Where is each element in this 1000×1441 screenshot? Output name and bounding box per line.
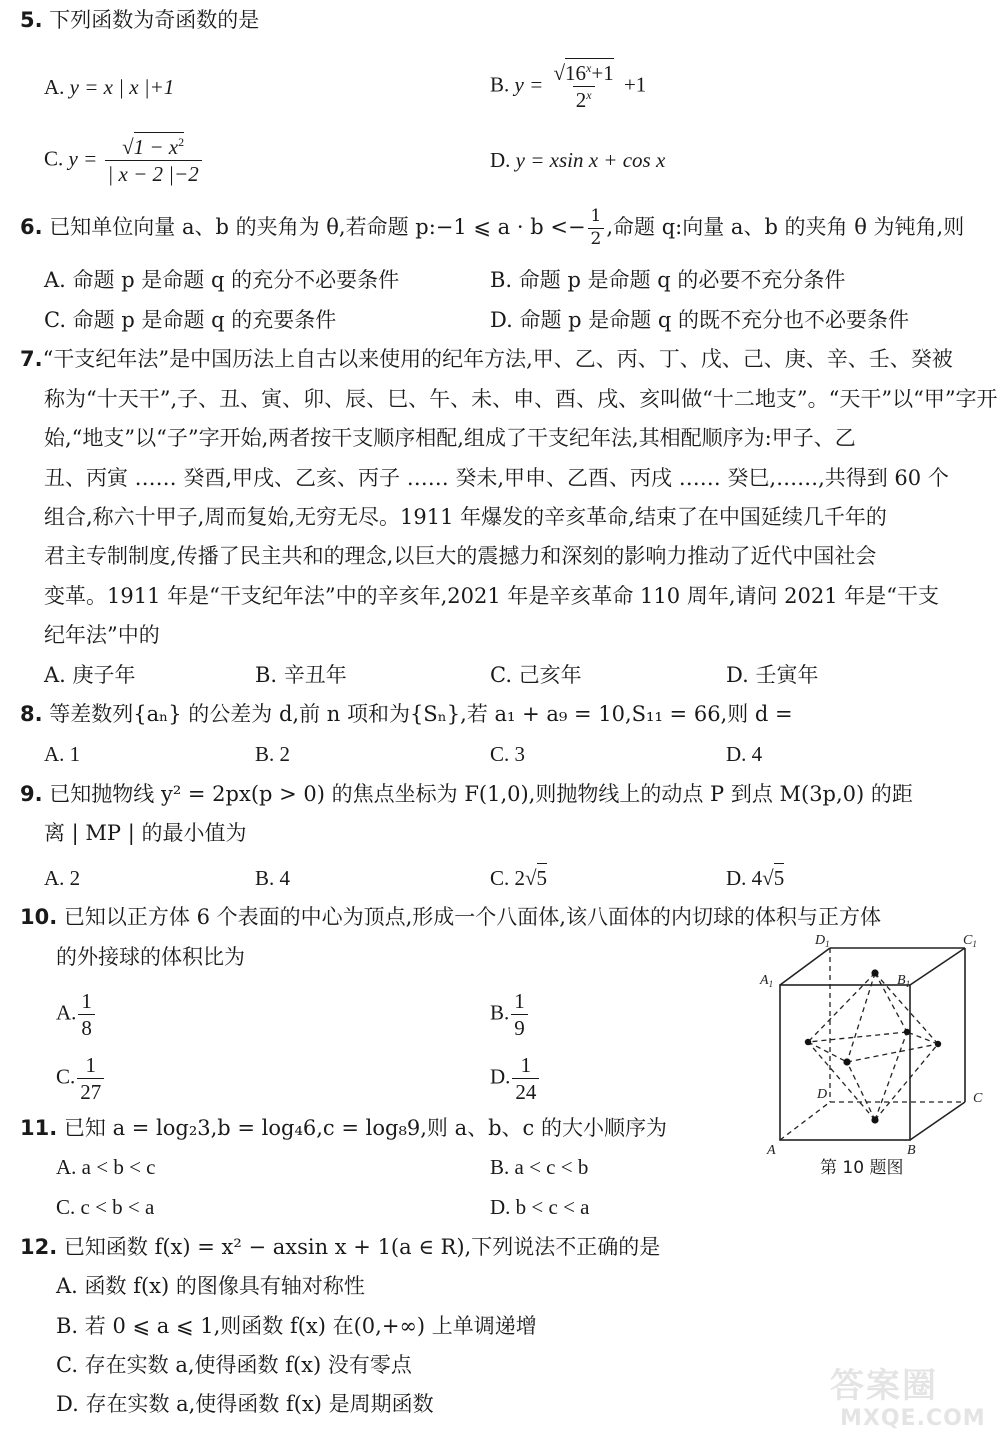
q8-option-b: B. 2: [255, 742, 291, 766]
q10-figure-caption: 第 10 题图: [820, 1158, 904, 1178]
cube-edge-b1-c1: [910, 948, 965, 985]
q11-option-b: B. a < c < b: [490, 1155, 589, 1179]
q5-option-c: C. y = $\frac{√1 - x^2}{| x - 2 |-2}$: [44, 136, 204, 185]
q7-line-1: 7.“干支纪年法”是中国历法上自古以来使用的纪年方法,甲、乙、丙、丁、戊、己、庚、辛、壬、癸被: [20, 347, 953, 371]
q5-option-a: A. y = x | x |+1: [44, 75, 175, 99]
q9-option-d: D. 4√5: [726, 868, 784, 889]
octa-edge: [847, 1044, 938, 1062]
q6-stem: 6. 已知单位向量 a、b 的夹角为 θ,若命题 p:−1 ⩽ a · b <− $\frac{1}{2}$ ,命题 q:向量 a、b 的夹角 θ 为钝角,则: [20, 206, 965, 249]
q6-option-b: B. 命题 p 是命题 q 的必要不充分条件: [490, 268, 846, 292]
label-d: D: [817, 1087, 828, 1102]
q10-option-d: D. $\frac{1}{24}$: [490, 1054, 541, 1103]
q7-option-b: B. 辛丑年: [255, 663, 347, 687]
label-d1: $D_1$: [815, 933, 830, 949]
octa-edge: [875, 1032, 907, 1120]
q7-line-5: 组合,称六十甲子,周而复始,无穷无尽。1911 年爆发的辛亥革命,结束了在中国延续几千年的: [44, 505, 887, 529]
q12-option-b: B. 若 0 ⩽ a ⩽ 1,则函数 f(x) 在(0,+∞) 上单调递增: [56, 1314, 537, 1338]
label-a: A: [767, 1143, 776, 1158]
q12-option-a: A. 函数 f(x) 的图像具有轴对称性: [56, 1274, 365, 1298]
octa-edge: [808, 1042, 875, 1120]
q7-line-4: 丑、丙寅 …… 癸酉,甲戌、乙亥、丙子 …… 癸未,甲申、乙酉、丙戌 …… 癸巳,……,共得到 60 个: [44, 466, 949, 490]
q8-option-d: D. 4: [726, 742, 763, 766]
q6-option-a: A. 命题 p 是命题 q 的充分不必要条件: [44, 268, 400, 292]
q10-line-1: 10. 已知以正方体 6 个表面的中心为顶点,形成一个八面体,该八面体的内切球的体积与正方体: [20, 905, 881, 929]
q8-option-c: C. 3: [490, 742, 526, 766]
q11-option-c: C. c < b < a: [56, 1195, 155, 1219]
cube-edge-b-c: [910, 1102, 965, 1140]
octa-edge: [808, 1042, 847, 1062]
q6-option-d: D. 命题 p 是命题 q 的既不充分也不必要条件: [490, 308, 910, 332]
q5-stem: 5. 下列函数为奇函数的是: [20, 8, 260, 32]
label-c: C: [973, 1091, 983, 1106]
q11-option-a: A. a < b < c: [56, 1155, 156, 1179]
q7-line-7: 变革。1911 年是“干支纪年法”中的辛亥年,2021 年是辛亥革命 110 周年,请问 2021 年是“干支: [44, 584, 940, 608]
octa-edge: [808, 1032, 907, 1042]
cube-hidden-edge-a-d: [780, 1102, 830, 1140]
q10-option-b: B. $\frac{1}{9}$: [490, 990, 530, 1039]
q8-option-a: A. 1: [44, 742, 81, 766]
q7-line-2: 称为“十天干”,子、丑、寅、卯、辰、巳、午、未、申、酉、戌、亥叫做“十二地支”。“天干”以“甲”字开: [44, 387, 998, 411]
q9-line-1: 9. 已知抛物线 y² = 2px(p > 0) 的焦点坐标为 F(1,0),则抛物线上的动点 P 到点 M(3p,0) 的距: [20, 782, 913, 806]
q7-option-a: A. 庚子年: [44, 663, 136, 687]
octa-vertex: [805, 1039, 811, 1045]
label-a1: $A_1$: [760, 973, 774, 989]
q9-line-2: 离 | MP | 的最小值为: [44, 821, 247, 845]
octa-edge: [847, 973, 875, 1062]
q7-line-6: 君主专制制度,传播了民主共和的理念,以巨大的震撼力和深刻的影响力推动了近代中国社会: [44, 544, 877, 568]
q11-stem: 11. 已知 a = log₂3,b = log₄6,c = log₈9,则 a、b、c 的大小顺序为: [20, 1116, 667, 1140]
cube-edge-a1-d1: [780, 948, 830, 985]
label-b: B: [907, 1143, 916, 1158]
q8-stem: 8. 等差数列{aₙ} 的公差为 d,前 n 项和为{Sₙ},若 a₁ + a₉ = 10,S₁₁ = 66,则 d =: [20, 702, 793, 726]
q9-option-c: C. 2√5: [490, 868, 547, 889]
q6-option-c: C. 命题 p 是命题 q 的充要条件: [44, 308, 337, 332]
q9-option-a: A. 2: [44, 866, 81, 890]
q7-line-8: 纪年法”中的: [44, 623, 160, 647]
octa-vertex-top: [871, 969, 878, 976]
label-c1: $C_1$: [963, 933, 977, 949]
q10-option-a: A. $\frac{1}{8}$: [56, 990, 97, 1039]
octa-edge: [808, 973, 875, 1042]
q5-option-d: D. y = xsin x + cos x: [490, 148, 666, 172]
octa-edge: [847, 1062, 875, 1120]
octa-vertex-bottom: [871, 1116, 878, 1123]
octa-edge: [907, 1032, 938, 1044]
q12-option-d: D. 存在实数 a,使得函数 f(x) 是周期函数: [56, 1392, 434, 1416]
q11-option-d: D. b < c < a: [490, 1195, 590, 1219]
watermark-logo: 答案圈 MXQE.COM: [830, 1366, 986, 1431]
q12-stem: 12. 已知函数 f(x) = x² − axsin x + 1(a ∈ R),下列说法不正确的是: [20, 1235, 661, 1259]
q7-line-3: 始,“地支”以“子”字开始,两者按干支顺序相配,组成了干支纪年法,其相配顺序为:甲子、乙: [44, 426, 856, 450]
q5-option-b: B. y = $\frac{√16^x+1}{2^x}$ +1: [490, 62, 646, 111]
label-b1: $B_1$: [897, 973, 911, 989]
octa-vertex: [935, 1041, 941, 1047]
q9-option-b: B. 4: [255, 866, 291, 890]
q10-cube-figure: [755, 930, 995, 1160]
octa-vertex: [904, 1029, 910, 1035]
octa-edge: [875, 1044, 938, 1120]
q12-option-c: C. 存在实数 a,使得函数 f(x) 没有零点: [56, 1353, 412, 1377]
octa-vertex: [843, 1058, 850, 1065]
q7-option-d: D. 壬寅年: [726, 663, 819, 687]
q7-option-c: C. 己亥年: [490, 663, 582, 687]
q10-option-c: C. $\frac{1}{27}$: [56, 1054, 106, 1103]
q10-line-2: 的外接球的体积比为: [56, 945, 245, 969]
